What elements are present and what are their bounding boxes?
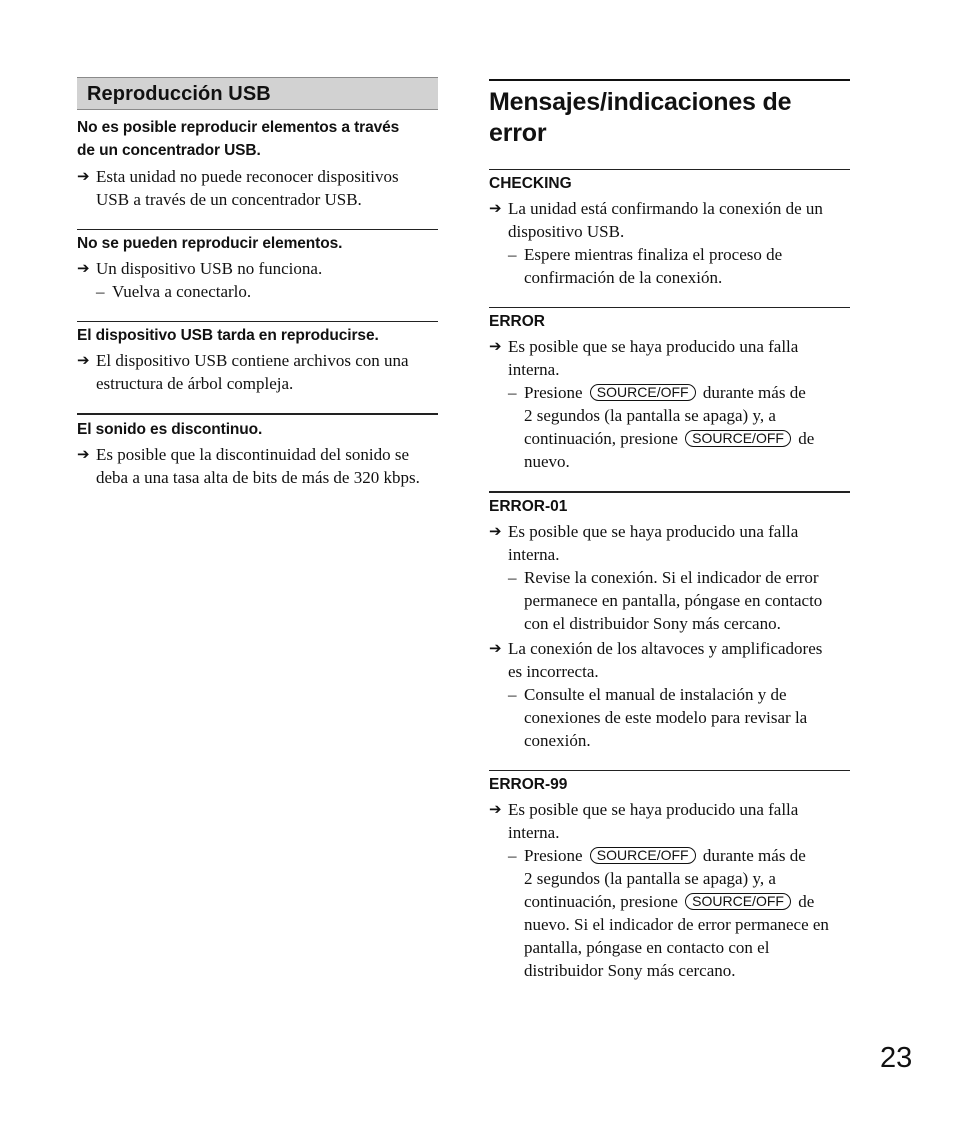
section-title: Reproducción USB (77, 77, 438, 110)
message-remedy: – Revise la conexión. Si el indicador de error permanece en pantalla, póngase en contacto con el distribuidor Sony más cercano. (508, 568, 823, 633)
message-code: ERROR-01 (489, 498, 568, 515)
message-error-01 (489, 491, 850, 752)
issue-question: El dispositivo USB tarda en reproducirse. (77, 327, 379, 344)
right-column (489, 79, 850, 982)
issue-question: No es posible reproducir elementos a través de un concentrador USB. (77, 119, 400, 159)
arrow-icon: ➔ (77, 445, 90, 463)
issue-answer: ➔ Es posible que la discontinuidad del sonido se deba a una tasa alta de bits de más de 320 kbps. (77, 445, 420, 487)
arrow-icon: ➔ (489, 337, 502, 355)
message-code: ERROR-99 (489, 776, 568, 793)
arrow-icon: ➔ (489, 199, 502, 217)
message-error (489, 307, 850, 473)
arrow-icon: ➔ (489, 800, 502, 818)
arrow-icon: ➔ (489, 522, 502, 540)
message-code: CHECKING (489, 175, 572, 192)
message-cause: ➔ Es posible que se haya producido una falla interna. (489, 800, 799, 842)
source-off-button-label: SOURCE/OFF (590, 384, 696, 401)
message-cause: ➔ Es posible que se haya producido una falla interna. (489, 522, 799, 564)
issue-question: No se pueden reproducir elementos. (77, 235, 343, 252)
message-cause: ➔ La unidad está confirmando la conexión de un dispositivo USB. (489, 199, 823, 241)
source-off-button-label: SOURCE/OFF (685, 893, 791, 910)
arrow-icon: ➔ (489, 639, 502, 657)
page-title: Mensajes/indicaciones de error (489, 79, 850, 170)
arrow-icon: ➔ (77, 167, 90, 185)
issue-question: El sonido es discontinuo. (77, 421, 263, 438)
arrow-icon: ➔ (77, 259, 90, 277)
message-cause: ➔ Es posible que se haya producido una falla interna. (489, 337, 799, 379)
message-remedy: – Consulte el manual de instalación y de conexiones de este modelo para revisar la conexión. (508, 685, 808, 750)
message-checking (489, 170, 850, 289)
message-remedy: – Presione SOURCE/OFF durante más de 2 segundos (la pantalla se apaga) y, a continuación, presione SOURCE/OFF de nuevo. Si el indicador de error permanece en pantalla, póngase en contacto con el distribuidor Sony más cercano. (508, 846, 829, 980)
message-remedy: – Espere mientras finaliza el proceso de confirmación de la conexión. (508, 245, 783, 287)
message-error-99 (489, 770, 850, 982)
message-code: ERROR (489, 313, 545, 330)
issue-answer: ➔ Esta unidad no puede reconocer dispositivos USB a través de un concentrador USB. (77, 167, 399, 209)
issue-answer: ➔ Un dispositivo USB no funciona. (77, 259, 323, 278)
arrow-icon: ➔ (77, 351, 90, 369)
issue-remedy: – Vuelva a conectarlo. (96, 282, 252, 301)
left-column (77, 77, 438, 489)
page-number: 23 (880, 1042, 913, 1074)
issue-answer: ➔ El dispositivo USB contiene archivos con una estructura de árbol compleja. (77, 351, 409, 393)
issue-usb-hub (77, 110, 438, 211)
issue-discontinuous-sound (77, 413, 438, 489)
source-off-button-label: SOURCE/OFF (685, 430, 791, 447)
message-cause: ➔ La conexión de los altavoces y amplificadores es incorrecta. (489, 639, 823, 681)
source-off-button-label: SOURCE/OFF (590, 847, 696, 864)
issue-slow-playback (77, 321, 438, 395)
issue-cannot-play (77, 229, 438, 303)
message-remedy: – Presione SOURCE/OFF durante más de 2 segundos (la pantalla se apaga) y, a continuación, presione SOURCE/OFF de nuevo. (508, 383, 815, 471)
